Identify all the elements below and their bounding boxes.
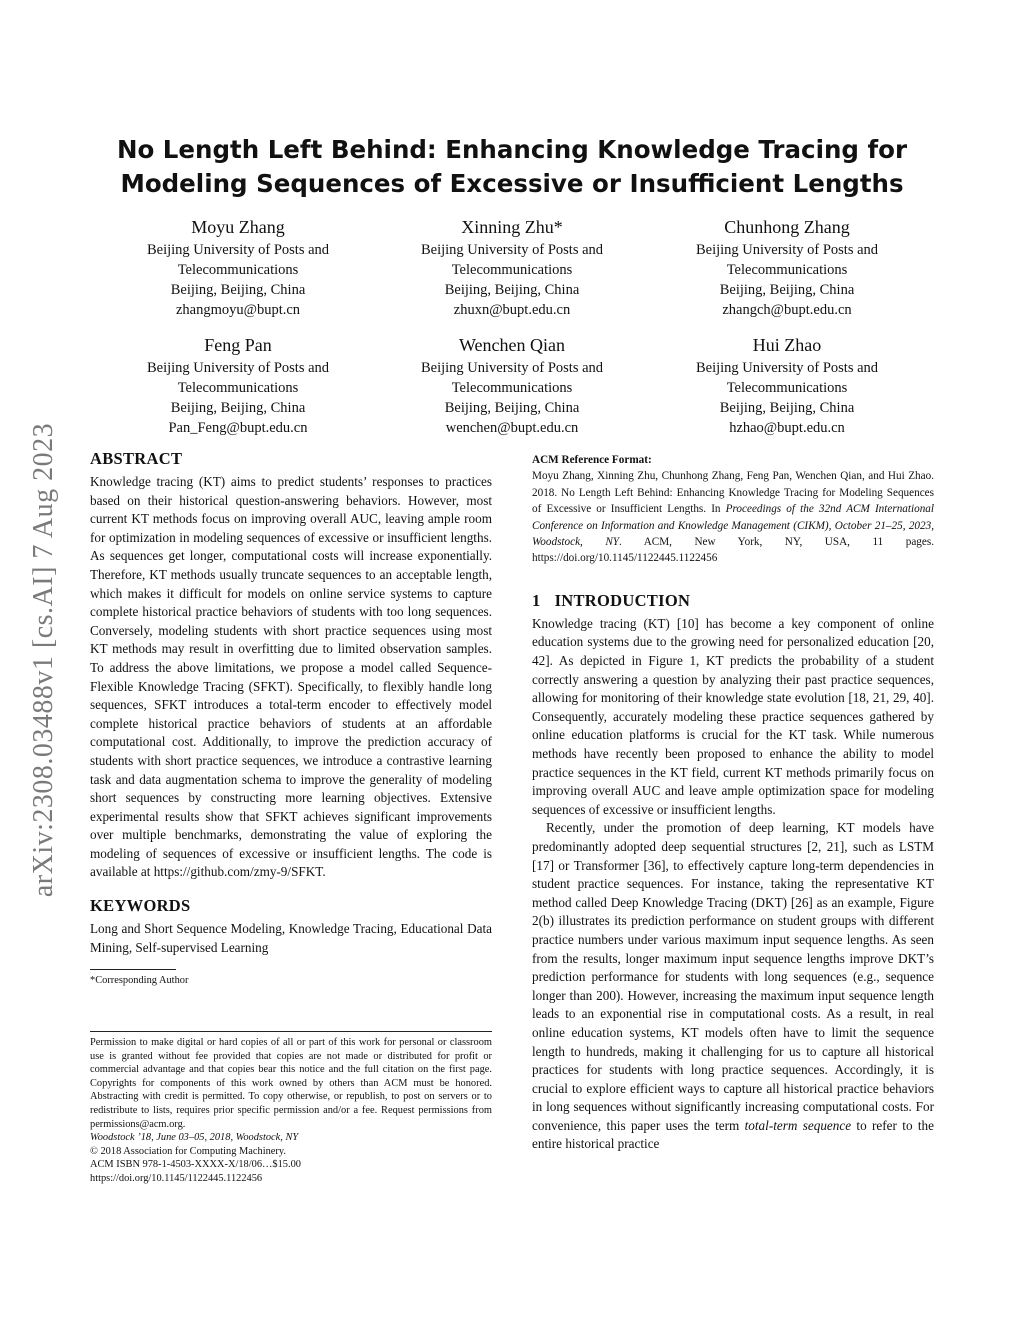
acm-reference-part-a: Moyu Zhang, Xinning Zhu, Chunhong Zhang, Feng Pan, Wenchen Qian, and Hui Zhao. 2018. No Length Left Behind: Enhancing Knowledge Tracing for Modeling Sequences of Excessive or Insufficient Lengths. In xyxy=(532,470,934,516)
author-affiliation: Beijing University of Posts and xyxy=(695,360,879,376)
section-title: INTRODUCTION xyxy=(554,590,691,610)
right-column xyxy=(532,452,934,1154)
author-block xyxy=(657,215,917,320)
author-affiliation-line2: Telecommunications xyxy=(726,380,848,396)
arxiv-identifier: arXiv:2308.03488v1 [cs.AI] 7 Aug 2023 xyxy=(28,422,59,898)
venue-line: Woodstock ’18, June 03–05, 2018, Woodstock, NY xyxy=(90,1132,299,1144)
isbn-line: ACM ISBN 978-1-4503-XXXX-X/18/06…$15.00 xyxy=(90,1159,301,1171)
arxiv-sidebar xyxy=(22,365,66,955)
title-line-1: No Length Left Behind: Enhancing Knowledge Tracing for xyxy=(116,135,908,164)
author-name: Hui Zhao xyxy=(752,335,822,355)
author-location: Beijing, Beijing, China xyxy=(719,400,855,416)
introduction-heading xyxy=(532,591,934,611)
permission-rule xyxy=(90,1031,492,1032)
author-location: Beijing, Beijing, China xyxy=(444,282,580,298)
intro-paragraph-2-text: Recently, under the promotion of deep learning, KT models have predominantly adopted deep sequential structures [2, 21], such as LSTM [17] or Transformer [36], to effectively capture long-term dependencies in student practice sequences. For instance, taking the representative KT method called Deep Knowledge Tracing (DKT) [26] as an example, Figure 2(b) illustrates its prediction performance on student groups with different practice numbers under various maximum input sequence lengths. As seen from the results, longer maximum input sequence lengths improve DKT’s prediction performance for students with long sequences (e.g., sequence longer than 200). However, increasing the maximum input sequence length leads to an exponential rise in computational costs. As a result, in real online education systems, KT models often have to limit the sequence length to hundreds, making it challenging for us to capture all historical practices for students with long practice sequences. Accordingly, it is crucial to explore efficient ways to capture all historical practice behaviors in long sequences without significantly increasing computational costs. For convenience, this paper uses the term xyxy=(532,820,934,1133)
author-email: Pan_Feng@bupt.edu.cn xyxy=(168,420,308,436)
author-name: Chunhong Zhang xyxy=(724,217,850,237)
author-block xyxy=(108,333,368,438)
author-name: Wenchen Qian xyxy=(458,335,565,355)
copyright-line: © 2018 Association for Computing Machinery. xyxy=(90,1145,286,1157)
author-affiliation-line2: Telecommunications xyxy=(451,380,573,396)
permission-text: Permission to make digital or hard copies of all or part of this work for personal or classroom use is granted without fee provided that copies are not made or distributed for profit or commercial advantage and that copies bear this notice and the full citation on the first page. Copyrights for components of this work owned by others than ACM must be honored. Abstracting with credit is permitted. To copy otherwise, or republish, to post on servers or to redistribute to lists, requires prior specific permission and/or a fee. Request permissions from permissions@acm.org. xyxy=(90,1037,492,1130)
paper-title xyxy=(90,133,934,201)
author-email: zhuxn@bupt.edu.cn xyxy=(453,302,571,318)
author-email: hzhao@bupt.edu.cn xyxy=(729,420,845,436)
title-line-2: Modeling Sequences of Excessive or Insufficient Lengths xyxy=(120,169,904,198)
section-number: 1 xyxy=(532,590,541,610)
author-affiliation: Beijing University of Posts and xyxy=(420,360,604,376)
author-affiliation: Beijing University of Posts and xyxy=(146,360,330,376)
acm-reference-part-b: . ACM, New York, NY, USA, 11 pages. https://doi.org/10.1145/1122445.1122456 xyxy=(532,536,934,565)
author-location: Beijing, Beijing, China xyxy=(444,400,580,416)
abstract-heading: ABSTRACT xyxy=(90,449,183,468)
author-block xyxy=(382,215,642,320)
author-affiliation-line2: Telecommunications xyxy=(451,262,573,278)
intro-paragraph-2 xyxy=(532,819,934,1154)
acm-reference-heading: ACM Reference Format: xyxy=(532,454,652,466)
author-block xyxy=(382,333,642,438)
author-affiliation: Beijing University of Posts and xyxy=(420,242,604,258)
intro-paragraph-1: Knowledge tracing (KT) [10] has become a key component of online education systems due to the growing need for personalized education [20, 42]. As depicted in Figure 1, KT predicts the probability of a student correctly answering a question by analyzing their past practice sequences, allowing for monitoring of their knowledge state evolution [18, 21, 29, 40]. Consequently, accurately modeling these practice sequences gathered by online education platforms is crucial for the KT task. While numerous methods have recently been proposed to enhance the ability to model practice sequences in the KT field, current KT methods primarily focus on improving overall AUC and leave ample optimization space for modeling sequences of excessive or insufficient lengths. xyxy=(532,615,934,817)
author-name: Moyu Zhang xyxy=(191,217,285,237)
footnote-rule xyxy=(90,969,176,970)
acm-reference-proceedings: Proceedings of the 32nd ACM International Conference on Information and Knowledge Management (CIKM), October 21–25, 2023, Woodstock, NY xyxy=(532,503,934,549)
author-affiliation-line2: Telecommunications xyxy=(177,380,299,396)
author-affiliation-line2: Telecommunications xyxy=(177,262,299,278)
corresponding-author-footnote: *Corresponding Author xyxy=(90,975,189,987)
author-location: Beijing, Beijing, China xyxy=(170,282,306,298)
abstract-text: Knowledge tracing (KT) aims to predict students’ responses to practices based on their historical question-answering behaviors. However, most current KT methods focus on improving overall AUC, leaving ample room for optimization in modeling sequences of excessive or insufficient lengths. As sequences get longer, computational costs will increase exponentially. Therefore, KT methods usually truncate sequences to an acceptable length, which makes it difficult for models on online service systems to capture complete historical practice behaviors of students with too long sequences. Conversely, modeling students with short practice sequences using most KT methods may result in overfitting due to limited observation samples. To address the above limitations, we propose a model called Sequence-Flexible Knowledge Tracing (SFKT). Specifically, to flexibly handle long sequences, SFKT introduces a total-term encoder to effectively model complete historical practice behaviors of students at an affordable computational cost. Additionally, to improve the prediction accuracy of students with short practice sequences, we introduce a contrastive learning task and data augmentation schema to improve the generality of modeling short sequences by constructing more learning objectives. Extensive experimental results show that SFKT achieves significant improvements over multiple benchmarks, demonstrating the value of exploring the modeling of sequences of excessive or insufficient lengths. The code is available at https://github.com/zmy-9/SFKT. xyxy=(90,474,492,880)
author-location: Beijing, Beijing, China xyxy=(170,400,306,416)
permission-block xyxy=(90,1036,492,1186)
author-affiliation: Beijing University of Posts and xyxy=(695,242,879,258)
author-location: Beijing, Beijing, China xyxy=(719,282,855,298)
author-affiliation-line2: Telecommunications xyxy=(726,262,848,278)
author-name: Xinning Zhu* xyxy=(461,217,563,237)
author-email: zhangmoyu@bupt.cn xyxy=(175,302,301,318)
intro-paragraph-2-end: to refer to the entire historical practice xyxy=(532,1117,934,1152)
left-column xyxy=(90,449,492,988)
author-email: wenchen@bupt.edu.cn xyxy=(445,420,579,436)
author-affiliation: Beijing University of Posts and xyxy=(146,242,330,258)
author-block xyxy=(657,333,917,438)
author-block xyxy=(108,215,368,320)
doi-line: https://doi.org/10.1145/1122445.1122456 xyxy=(90,1172,263,1184)
acm-reference-text xyxy=(532,468,934,566)
author-name: Feng Pan xyxy=(204,335,272,355)
intro-term-italic: total-term sequence xyxy=(744,1117,852,1133)
keywords-text: Long and Short Sequence Modeling, Knowledge Tracing, Educational Data Mining, Self-supervised Learning xyxy=(90,921,492,955)
author-email: zhangch@bupt.edu.cn xyxy=(722,302,852,318)
keywords-heading: KEYWORDS xyxy=(90,896,191,916)
